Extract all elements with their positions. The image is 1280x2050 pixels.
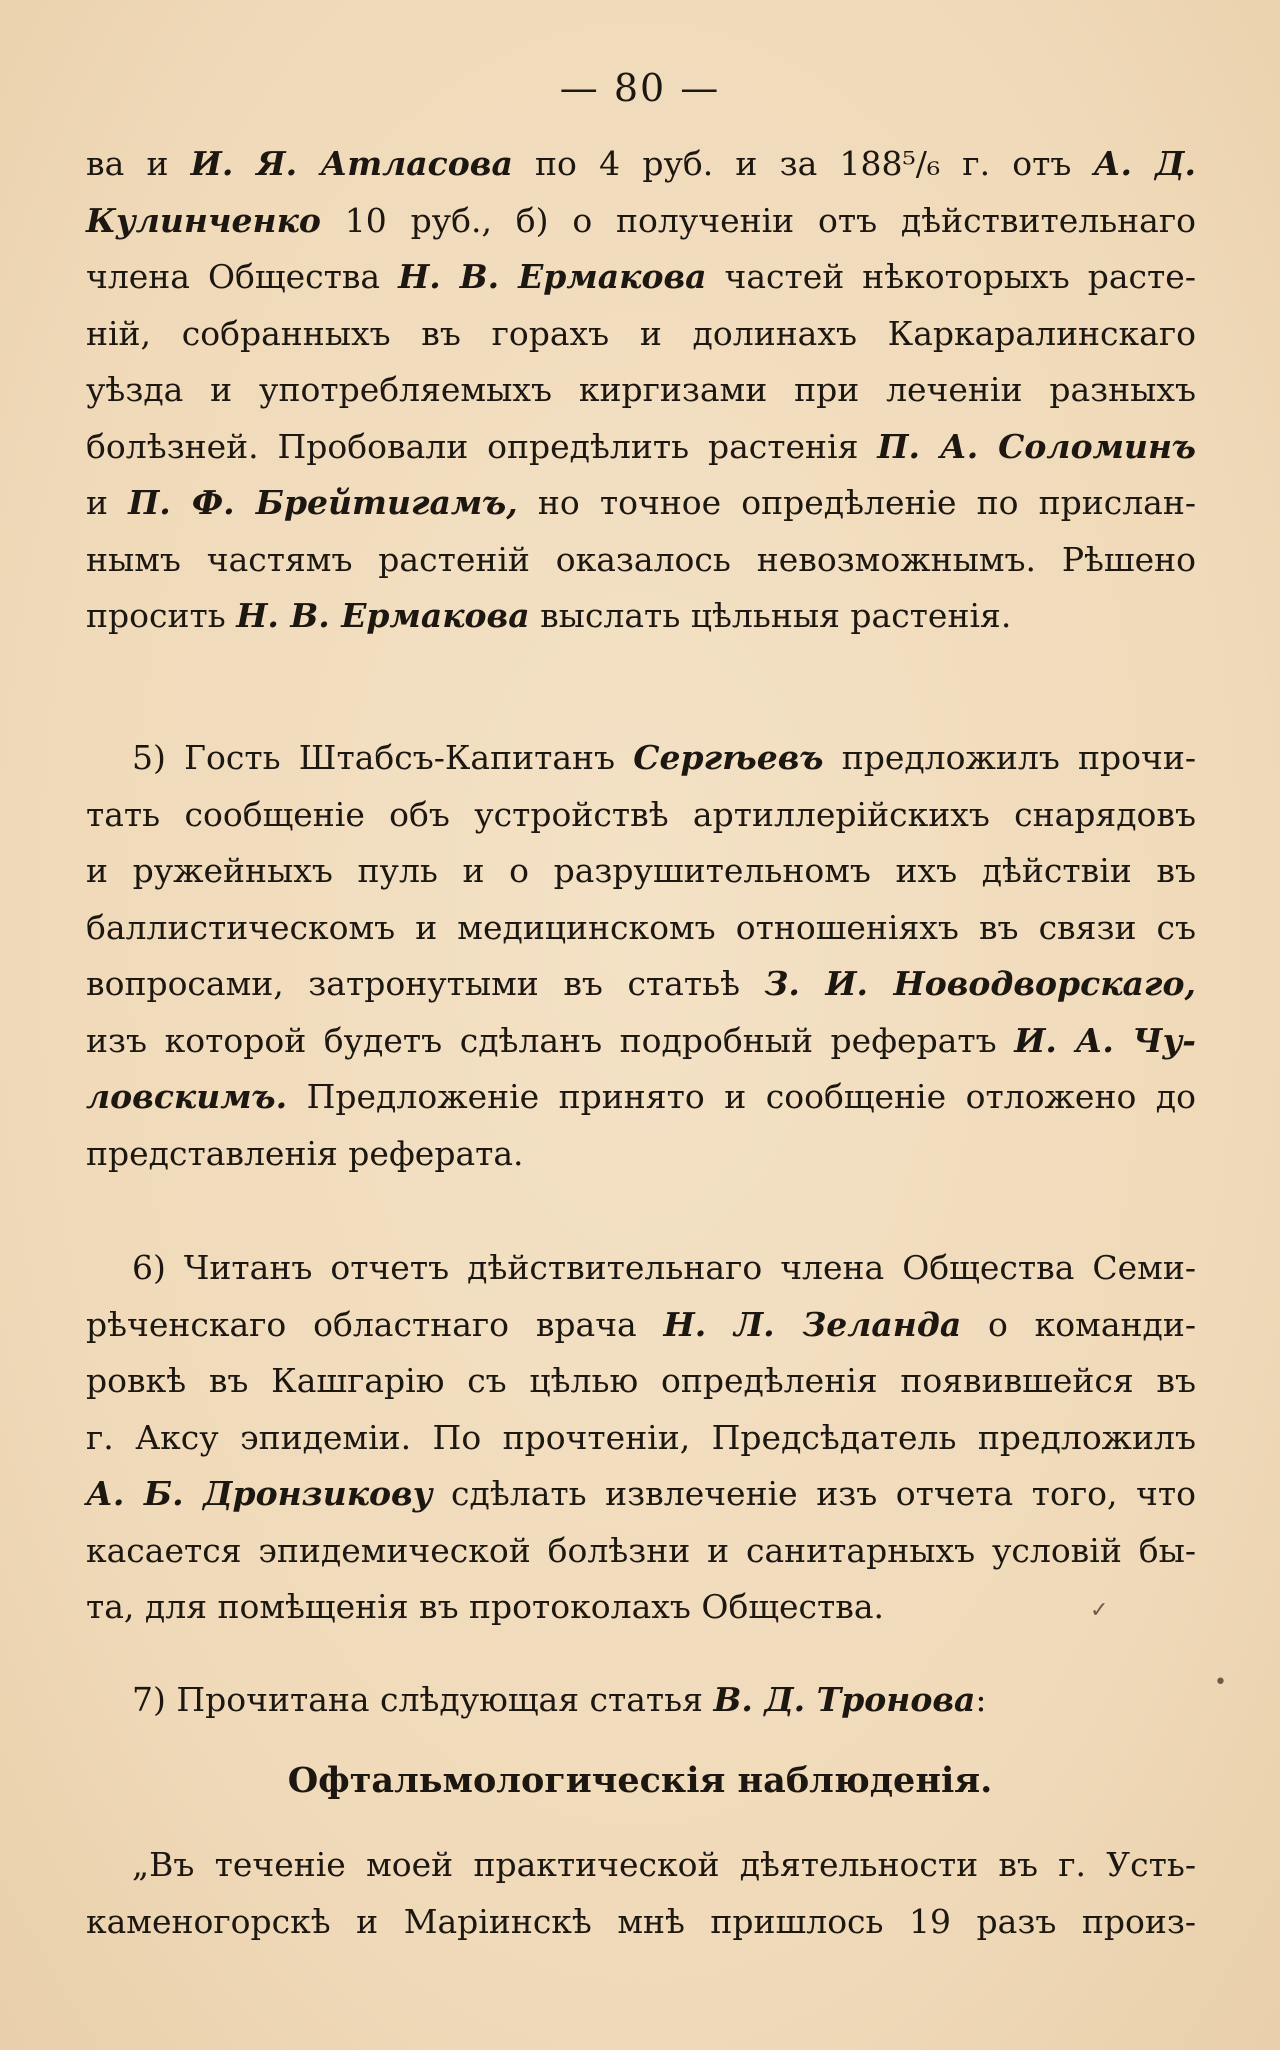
text-segment: нымъ частямъ растеній оказалось невозможнымъ. Рѣшено <box>86 539 1196 579</box>
person-name: П. Ф. Брейтигамъ, <box>128 483 518 522</box>
text-segment: предложилъ прочи- <box>823 738 1197 777</box>
text-segment: баллистическомъ и медицинскомъ отношеніяхъ въ связи съ <box>86 907 1196 947</box>
text-line <box>86 900 1196 957</box>
text-line <box>86 419 1196 476</box>
text-segment: члена Общества <box>86 257 399 296</box>
person-name: В. Д. Тронова <box>713 1680 976 1719</box>
text-segment: но точное опредѣленіе по прислан- <box>517 483 1196 522</box>
text-line <box>86 1523 1196 1580</box>
person-name: ловскимъ. <box>86 1077 288 1116</box>
text-line <box>86 306 1196 363</box>
text-segment: по 4 руб. и за 188⁵/₆ г. отъ <box>512 144 1094 183</box>
text-segment: каменогорскѣ и Маріинскѣ мнѣ пришлось 19 разъ произ- <box>86 1901 1196 1941</box>
text-line <box>86 588 1196 645</box>
person-name: Сергѣевъ <box>633 738 824 777</box>
person-name: Н. Л. Зеланда <box>663 1304 962 1344</box>
text-segment: 6) Читанъ отчетъ дѣйствительнаго члена Общества Семи- <box>132 1248 1196 1287</box>
ink-mark: • <box>1214 1670 1227 1695</box>
text-segment: 10 руб., б) о полученіи отъ дѣйствительнаго <box>320 200 1196 240</box>
text-segment: рѣченскаго областнаго врача <box>86 1304 664 1344</box>
text-segment: Предложеніе принято и сообщеніе отложено до <box>287 1077 1196 1116</box>
text-line <box>86 956 1196 1013</box>
paragraph-item-5 <box>86 730 1196 1182</box>
text-line <box>86 249 1196 306</box>
text-segment: тать сообщеніе объ устройствѣ артиллерійскихъ снарядовъ <box>86 794 1196 834</box>
paragraph-item-7 <box>86 1672 1196 1729</box>
text-line <box>86 787 1196 844</box>
person-name: Н. В. Ермакова <box>398 257 707 296</box>
person-name: И. Я. Атласова <box>190 144 513 183</box>
text-line <box>86 1894 1196 1951</box>
text-line <box>86 1297 1196 1354</box>
text-line <box>86 193 1196 250</box>
text-segment: и ружейныхъ пуль и о разрушительномъ ихъ дѣйствіи въ <box>86 851 1196 890</box>
text-segment: ва и <box>86 144 191 183</box>
text-segment: „Въ теченіе моей практической дѣятельности въ г. Усть- <box>132 1845 1196 1884</box>
text-line <box>86 1353 1196 1410</box>
text-line <box>86 1240 1196 1297</box>
text-line <box>86 843 1196 900</box>
text-segment: вопросами, затронутыми въ статьѣ <box>86 964 765 1003</box>
person-name: Н. В. Ермакова <box>236 596 530 635</box>
text-segment: просить <box>86 596 237 635</box>
text-segment: изъ которой будетъ сдѣланъ подробный рефератъ <box>86 1020 1015 1060</box>
text-line <box>86 475 1196 532</box>
text-segment: г. Аксу эпидеміи. По прочтеніи, Предсѣдатель предложилъ <box>86 1417 1196 1457</box>
text-segment: сдѣлать извлеченіе изъ отчета того, что <box>432 1474 1196 1513</box>
person-name: А. Б. Дронзикову <box>86 1474 433 1513</box>
text-segment: : <box>975 1680 987 1719</box>
text-segment: та, для помѣщенія въ протоколахъ Общества. <box>86 1587 885 1626</box>
text-line <box>86 1466 1196 1523</box>
paragraph-continued <box>86 136 1196 645</box>
text-segment: и <box>86 483 129 522</box>
person-name: З. И. Новодворскаго, <box>764 964 1196 1003</box>
text-segment: 7) Прочитана слѣдующая статья <box>132 1680 714 1719</box>
text-line <box>86 1126 1196 1183</box>
text-line <box>86 730 1196 787</box>
person-name: П. А. Соломинъ <box>877 426 1196 466</box>
text-segment: ній, собранныхъ въ горахъ и долинахъ Каркаралинскаго <box>86 313 1196 353</box>
text-line <box>86 1410 1196 1467</box>
text-segment: уѣзда и употребляемыхъ киргизами при леченіи разныхъ <box>86 370 1196 409</box>
paragraph-article-start <box>86 1837 1196 1950</box>
person-name: А. Д. <box>1093 144 1197 183</box>
text-segment: выслать цѣльныя растенія. <box>529 596 1012 635</box>
page-number: — 80 — <box>559 66 721 110</box>
text-segment: болѣзней. Пробовали опредѣлить растенія <box>86 426 878 466</box>
text-line <box>86 1579 1196 1636</box>
text-segment: касается эпидемической болѣзни и санитарныхъ условій бы- <box>86 1530 1196 1570</box>
text-line <box>86 1069 1196 1126</box>
article-heading: Офтальмологическія наблюденія. <box>287 1760 993 1801</box>
text-segment: частей нѣкоторыхъ расте- <box>706 257 1196 296</box>
text-line <box>86 136 1196 193</box>
text-line <box>86 1672 1196 1729</box>
text-line <box>86 1013 1196 1070</box>
paragraph-item-6 <box>86 1240 1196 1636</box>
text-segment: представленія реферата. <box>86 1133 524 1173</box>
ink-mark: ✓ <box>1090 1598 1109 1623</box>
text-line <box>86 362 1196 419</box>
text-segment: о команди- <box>961 1304 1196 1344</box>
text-segment: 5) Гость Штабсъ-Капитанъ <box>132 738 634 777</box>
text-segment: ровкѣ въ Кашгарію съ цѣлью опредѣленія появившейся въ <box>86 1361 1196 1400</box>
text-line <box>86 1837 1196 1894</box>
text-line <box>86 532 1196 589</box>
person-name: Кулинченко <box>86 200 321 240</box>
person-name: И. А. Чу- <box>1014 1020 1196 1060</box>
